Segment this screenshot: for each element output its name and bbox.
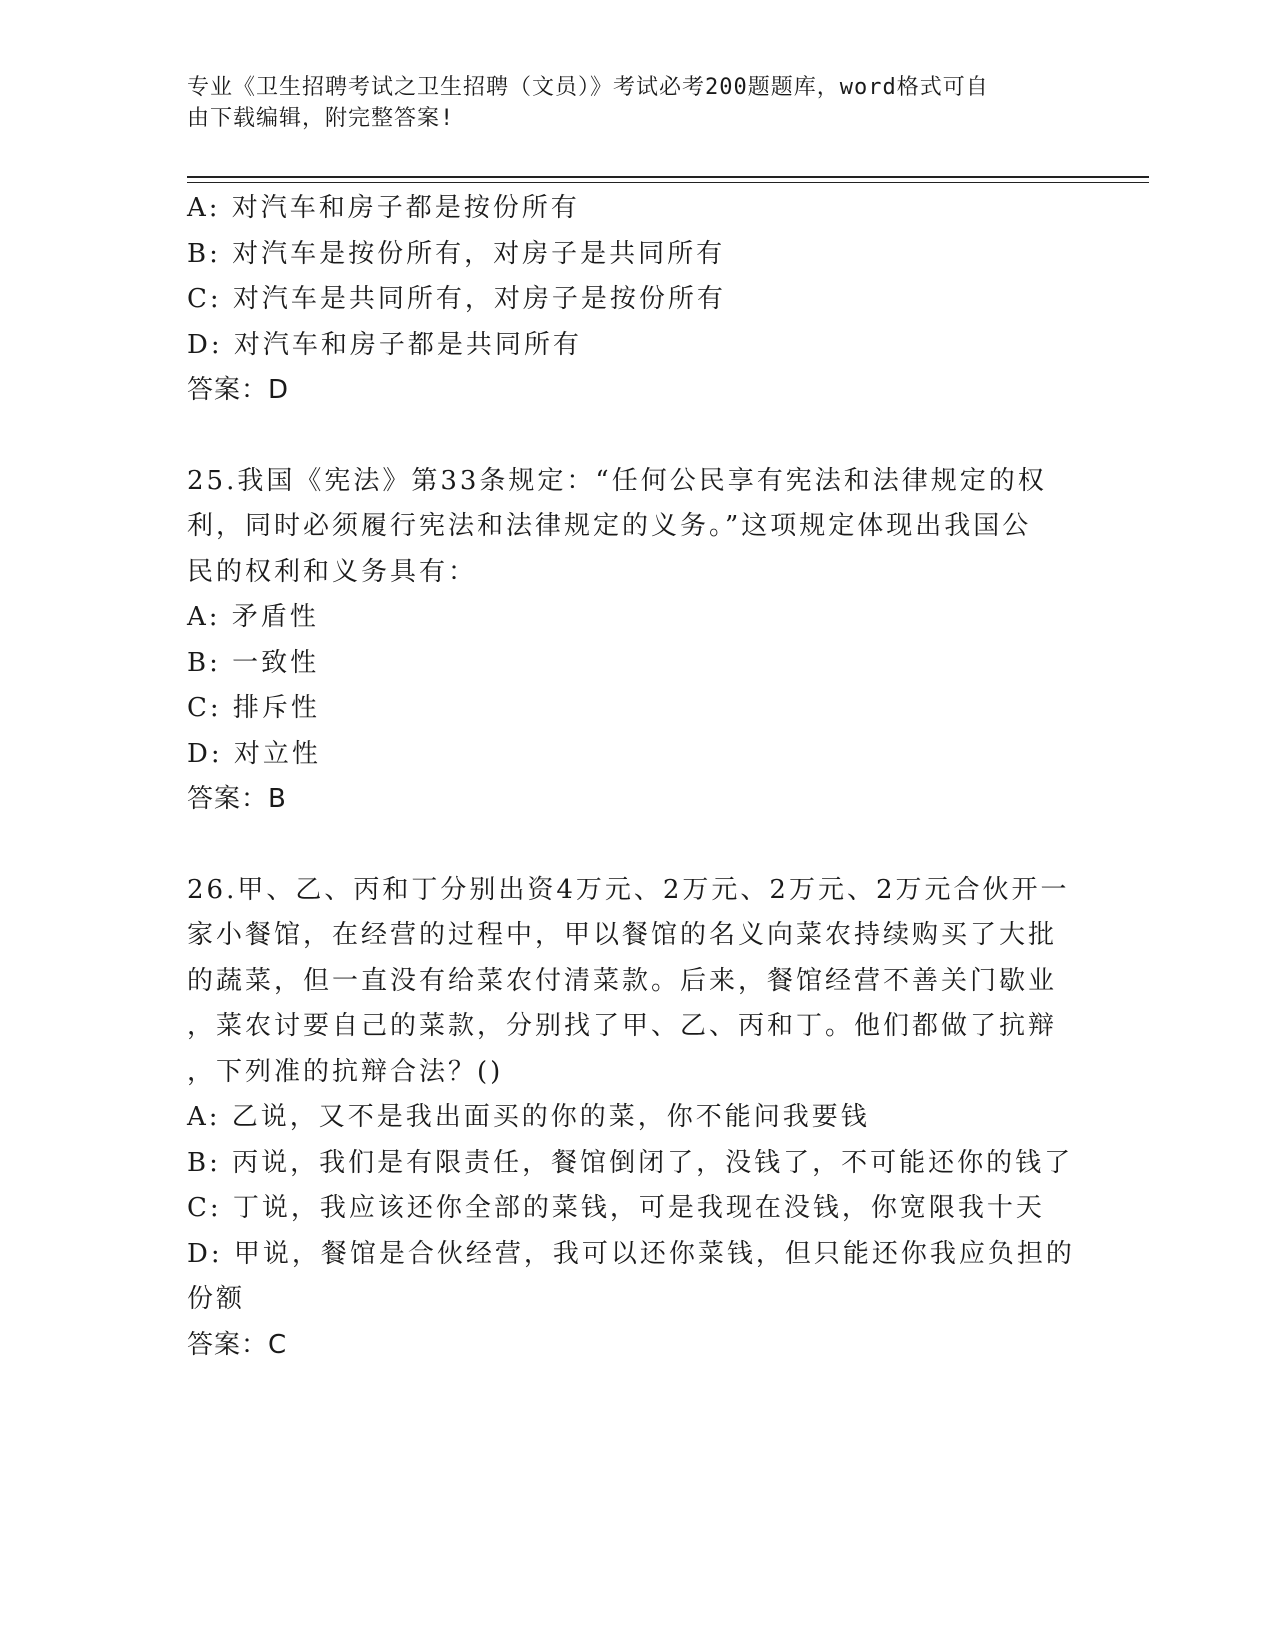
q25-option-a: A: 矛盾性 — [187, 602, 319, 632]
q26-stem-line-3: 的蔬菜，但一直没有给菜农付清菜款。后来，餐馆经营不善关门歇业 — [187, 965, 1058, 996]
question-25 — [187, 459, 1087, 823]
spacer — [187, 823, 1087, 868]
q25-option-c: C: 排斥性 — [187, 693, 320, 723]
header-line-1: 专业《卫生招聘考试之卫生招聘（文员）》考试必考200题题库，word格式可自 — [187, 75, 989, 100]
question-content — [187, 186, 1087, 1368]
spacer — [187, 414, 1087, 459]
q24-answer: 答案：D — [187, 375, 290, 405]
q24-option-d: D: 对汽车和房子都是共同所有 — [187, 329, 582, 360]
q25-option-b: B: 一致性 — [187, 647, 320, 678]
q24-option-b: B: 对汽车是按份所有，对房子是共同所有 — [187, 238, 726, 269]
q26-stem-line-2: 家小餐馆，在经营的过程中，甲以餐馆的名义向菜农持续购买了大批 — [187, 920, 1058, 950]
q26-stem-line-1: 26.甲、乙、丙和丁分别出资4万元、2万元、2万元、2万元合伙开一 — [187, 874, 1070, 905]
q25-answer: 答案：B — [187, 784, 287, 814]
q25-stem-line-3: 民的权利和义务具有： — [187, 556, 478, 587]
q26-option-a: A: 乙说，又不是我出面买的你的菜，你不能问我要钱 — [187, 1102, 870, 1132]
header-divider-thin — [187, 182, 1149, 183]
q26-stem-line-4: ，菜农讨要自己的菜款，分别找了甲、乙、丙和丁。他们都做了抗辩 — [187, 1011, 1058, 1041]
q26-option-c: C: 丁说，我应该还你全部的菜钱，可是我现在没钱，你宽限我十天 — [187, 1193, 1045, 1223]
q24-option-a: A: 对汽车和房子都是按份所有 — [187, 193, 580, 223]
q26-answer: 答案：C — [187, 1329, 288, 1360]
question-24 — [187, 186, 1087, 414]
q25-stem-line-1: 25.我国《宪法》第33条规定：“任何公民享有宪法和法律规定的权 — [187, 465, 1047, 496]
q26-option-b: B: 丙说，我们是有限责任，餐馆倒闭了，没钱了，不可能还你的钱了 — [187, 1147, 1074, 1178]
q25-option-d: D: 对立性 — [187, 738, 321, 769]
header-divider-thick — [187, 176, 1149, 178]
header-line-2: 由下载编辑，附完整答案! — [187, 106, 455, 131]
q26-option-d: D: 甲说，餐馆是合伙经营，我可以还你菜钱，但只能还你我应负担的 — [187, 1238, 1075, 1269]
q26-stem-line-5: ，下列准的抗辩合法？() — [187, 1056, 504, 1087]
q25-stem-line-2: 利，同时必须履行宪法和法律规定的义务。”这项规定体现出我国公 — [187, 511, 1032, 541]
q24-option-c: C: 对汽车是共同所有，对房子是按份所有 — [187, 284, 726, 314]
q26-option-d-cont: 份额 — [187, 1284, 246, 1314]
question-26 — [187, 868, 1087, 1369]
document-header — [187, 72, 1067, 134]
